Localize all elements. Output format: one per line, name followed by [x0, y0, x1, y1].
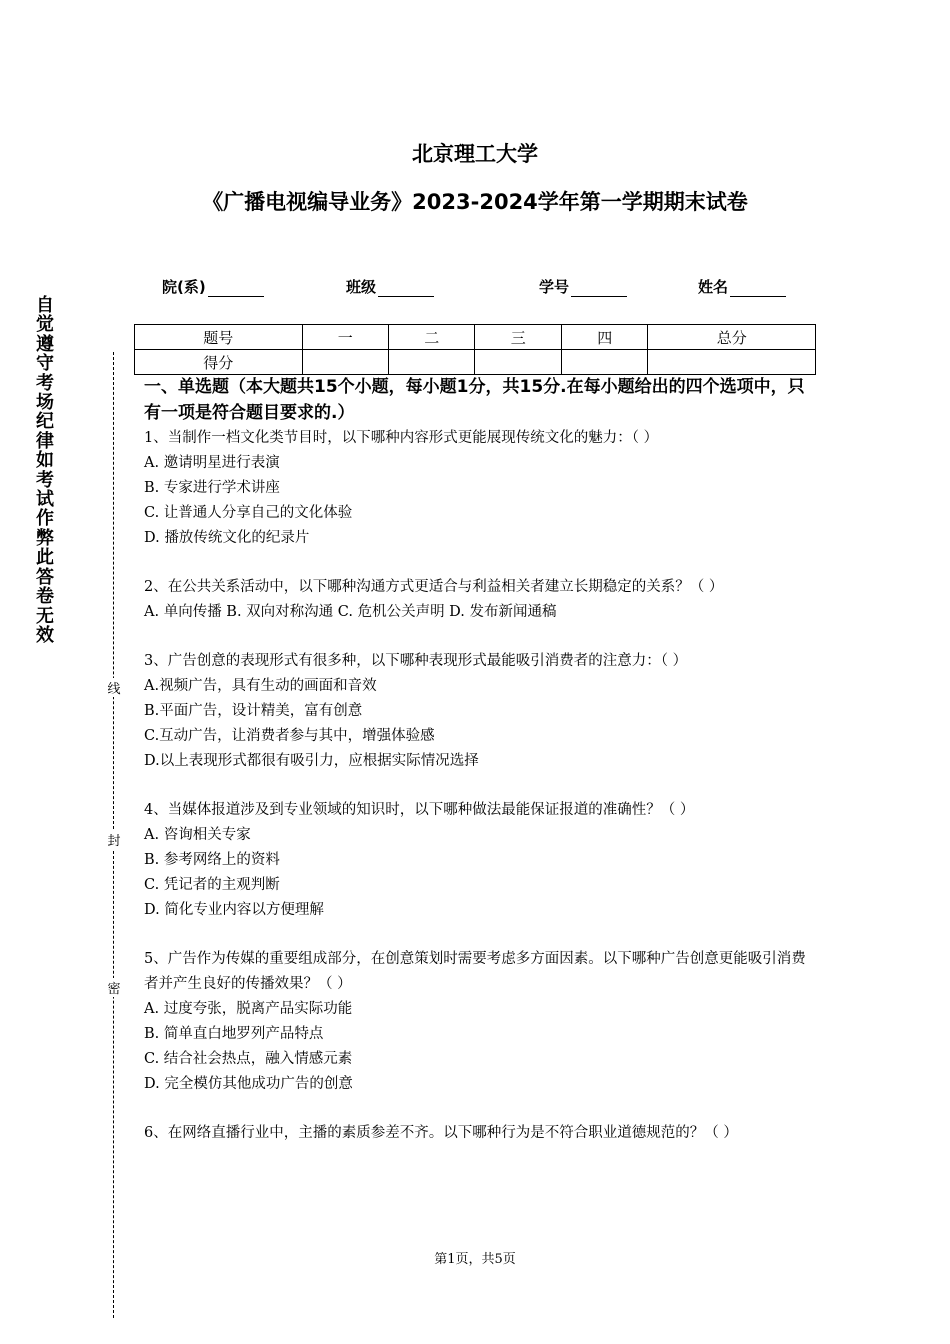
question-5-option-a: A. 过度夸张，脱离产品实际功能	[144, 1001, 353, 1017]
university-name: 北京理工大学	[412, 142, 538, 166]
question-5-option-b: B. 简单直白地罗列产品特点	[144, 1026, 324, 1042]
question-2-stem: 2、在公共关系活动中，以下哪种沟通方式更适合与利益相关者建立长期稳定的关系？（ ）	[144, 579, 724, 595]
exam-title: 《广播电视编导业务》2023-2024学年第一学期期末试卷	[202, 190, 748, 214]
score-table	[134, 324, 816, 375]
question-3-option-b: B.平面广告，设计精美，富有创意	[144, 703, 363, 719]
question-3-option-a: A.视频广告，具有生动的画面和音效	[144, 678, 377, 694]
name-blank[interactable]	[730, 280, 786, 297]
question-5-option-d: D. 完全模仿其他成功广告的创意	[144, 1076, 353, 1092]
question-1-option-a: A. 邀请明星进行表演	[144, 455, 280, 471]
class-field	[346, 276, 434, 297]
question-4-stem: 4、当媒体报道涉及到专业领域的知识时，以下哪种做法最能保证报道的准确性？（ ）	[144, 802, 695, 818]
score-table-col: 三	[475, 325, 561, 350]
score-table-header-row	[135, 325, 816, 350]
score-table-header-label: 题号	[135, 325, 303, 350]
score-cell[interactable]	[648, 350, 816, 375]
question-6-stem: 6、在网络直播行业中，主播的素质参差不齐。以下哪种行为是不符合职业道德规范的？（ ）	[144, 1125, 738, 1141]
question-4-option-b: B. 参考网络上的资料	[144, 852, 280, 868]
exam-content	[144, 374, 820, 1146]
question-1-option-d: D. 播放传统文化的纪录片	[144, 530, 310, 546]
question-4-option-d: D. 简化专业内容以方便理解	[144, 902, 324, 918]
score-table-col: 总分	[648, 325, 816, 350]
side-notice: 自觉遵守考场纪律如考试作弊此答卷无效	[36, 295, 54, 646]
score-table-score-row	[135, 350, 816, 375]
score-table-col: 四	[561, 325, 647, 350]
dept-label: 院(系)	[162, 278, 206, 296]
question-3-stem: 3、广告创意的表现形式有很多种，以下哪种表现形式最能吸引消费者的注意力：（ ）	[144, 653, 688, 669]
name-label: 姓名	[698, 278, 729, 296]
score-table-col: 一	[302, 325, 388, 350]
score-cell[interactable]	[561, 350, 647, 375]
name-field	[698, 276, 786, 297]
question-5-stem: 5、广告作为传媒的重要组成部分，在创意策划时需要考虑多方面因素。以下哪种广告创意更能吸引消费者并产生良好的传播效果？（ ）	[144, 951, 806, 992]
question-4-option-a: A. 咨询相关专家	[144, 827, 251, 843]
class-blank[interactable]	[378, 280, 434, 297]
score-table-col: 二	[388, 325, 474, 350]
question-3-option-c: C.互动广告，让消费者参与其中，增强体验感	[144, 728, 435, 744]
student-id-field	[539, 276, 627, 297]
dept-blank[interactable]	[208, 280, 264, 297]
binding-mark-secret: 密	[107, 978, 121, 997]
dept-field	[162, 276, 264, 297]
binding-mark-line: 线	[107, 678, 121, 697]
score-cell[interactable]	[388, 350, 474, 375]
question-4-option-c: C. 凭记者的主观判断	[144, 877, 280, 893]
student-id-blank[interactable]	[571, 280, 627, 297]
student-id-label: 学号	[539, 278, 570, 296]
question-2-options: A. 单向传播 B. 双向对称沟通 C. 危机公关声明 D. 发布新闻通稿	[144, 604, 557, 620]
question-3-option-d: D.以上表现形式都很有吸引力，应根据实际情况选择	[144, 753, 479, 769]
score-table-score-label: 得分	[135, 350, 303, 375]
section-heading: 一、单选题（本大题共15个小题，每小题1分，共15分.在每小题给出的四个选项中，只有一项是符合题目要求的.）	[144, 377, 805, 423]
score-cell[interactable]	[302, 350, 388, 375]
question-1-option-c: C. 让普通人分享自己的文化体验	[144, 505, 353, 521]
question-1-option-b: B. 专家进行学术讲座	[144, 480, 280, 496]
question-5-option-c: C. 结合社会热点，融入情感元素	[144, 1051, 353, 1067]
binding-mark-seal: 封	[107, 830, 121, 849]
score-cell[interactable]	[475, 350, 561, 375]
question-1-stem: 1、当制作一档文化类节目时，以下哪种内容形式更能展现传统文化的魅力：（ ）	[144, 430, 659, 446]
class-label: 班级	[346, 278, 377, 296]
page-footer: 第1页，共5页	[434, 1252, 516, 1267]
